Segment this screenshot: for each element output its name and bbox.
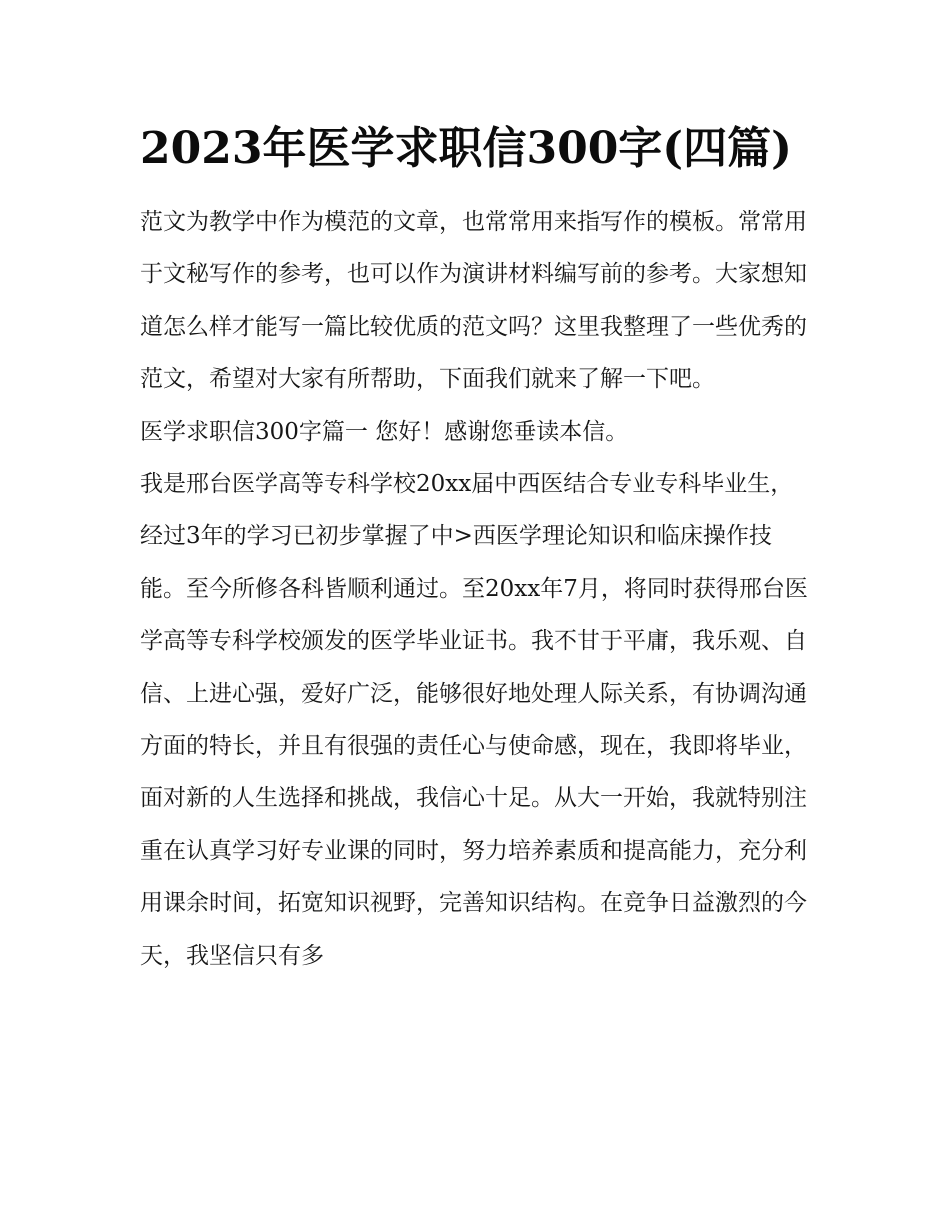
letter-heading-paragraph: 医学求职信300字篇一 您好！感谢您垂读本信。 (140, 418, 629, 445)
document-body (140, 196, 816, 982)
intro-paragraph: 范文为教学中作为模范的文章，也常常用来指写作的模板。常常用于文秘写作的参考，也可以作为演讲材料编写前的参考。大家想知道怎么样才能写一篇比较优质的范文吗？这里我整理了一些优秀的范文，希望对大家有所帮助，下面我们就来了解一下吧。 (140, 209, 807, 393)
document-content (140, 112, 816, 982)
page-title: 2023年医学求职信300字(四篇) (140, 123, 792, 174)
letter-body-paragraph: 我是邢台医学高等专科学校20xx届中西医结合专业专科毕业生，经过3年的学习已初步掌握了中>西医学理论知识和临床操作技能。至今所修各科皆顺利通过。至20xx年7月，将同时获得邢台医学高等专科学校颁发的医学毕业证书。我不甘于平庸，我乐观、自信、上进心强，爱好广泛，能够很好地处理人际关系，有协调沟通方面的特长，并且有很强的责任心与使命感，现在，我即将毕业，面对新的人生选择和挑战，我信心十足。从大一开始，我就特别注重在认真学习好专业课的同时，努力培养素质和提高能力，充分利用课余时间，拓宽知识视野，完善知识结构。在竞争日益激烈的今天，我坚信只有多 (140, 471, 808, 969)
